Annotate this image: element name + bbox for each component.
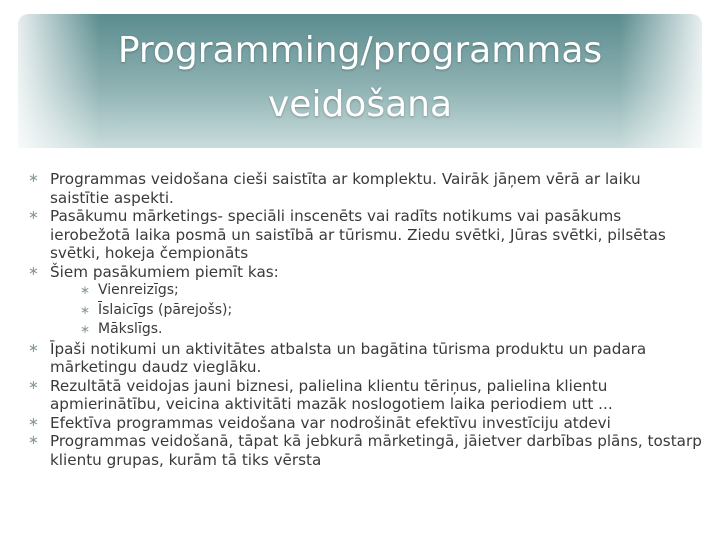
bullet-item: [24, 340, 704, 377]
bullet-text: Rezultātā veidojas jauni biznesi, palielina klientu tēriņus, palielina klientu apmierinātību, veicina aktivitāti mazāk noslogotiem laika periodiem utt ...: [50, 376, 613, 413]
bullet-text: Programmas veidošanā, tāpat kā jebkurā mārketingā, jāietver darbības plāns, tostarp klientu grupas, kurām tā tiks vērsta: [50, 432, 702, 469]
bullet-item: [24, 170, 704, 207]
bullet-text: Pasākumu mārketings- speciāli inscenēts vai radīts notikums vai pasākums ierobežotā laika posmā un saistībā ar tūrismu. Ziedu svētki, Jūras svētki, pilsētas svētki, hokeja čempionāts: [50, 207, 666, 262]
sub-bullet-text: Vienreizīgs;: [98, 282, 179, 298]
bullet-text: Programmas veidošana cieši saistīta ar komplektu. Vairāk jāņem vērā ar laiku saistītie aspekti.: [50, 170, 641, 207]
bullet-marker-icon: ∗: [80, 302, 91, 317]
bullet-item: [24, 414, 704, 433]
title-line-1: Programming/programmas: [117, 30, 603, 71]
title-line-2: veidošana: [267, 84, 453, 125]
bullet-item: [24, 377, 704, 414]
sub-bullet-item: [76, 281, 704, 301]
slide-title: [18, 24, 702, 132]
bullet-list: [24, 170, 704, 469]
slide-content: [24, 170, 704, 469]
bullet-marker-icon: ∗: [80, 322, 91, 336]
bullet-marker-icon: ∗: [28, 208, 39, 223]
bullet-text: Šiem pasākumiem piemīt kas:: [50, 262, 279, 281]
sub-bullet-text: Mākslīgs.: [98, 321, 163, 337]
bullet-item: [24, 432, 704, 469]
bullet-marker-icon: ∗: [28, 414, 39, 430]
bullet-marker-icon: ∗: [28, 377, 39, 393]
bullet-marker-icon: ∗: [28, 263, 39, 279]
bullet-marker-icon: ∗: [28, 340, 39, 356]
bullet-item: [24, 263, 704, 340]
bullet-marker-icon: ∗: [28, 171, 39, 186]
bullet-item: [24, 207, 704, 263]
sub-bullet-list: [50, 281, 704, 340]
bullet-marker-icon: ∗: [28, 433, 39, 448]
sub-bullet-text: Īslaicīgs (pārejošs);: [98, 301, 233, 318]
bullet-text: Īpaši notikumi un aktivitātes atbalsta un bagātina tūrisma produktu un padara mārketingu daudz vieglāku.: [50, 339, 647, 376]
sub-bullet-item: [76, 320, 704, 340]
sub-bullet-item: [76, 301, 704, 321]
bullet-text: Efektīva programmas veidošana var nodrošināt efektīvu investīciju atdevi: [50, 413, 611, 432]
bullet-marker-icon: ∗: [80, 283, 91, 297]
